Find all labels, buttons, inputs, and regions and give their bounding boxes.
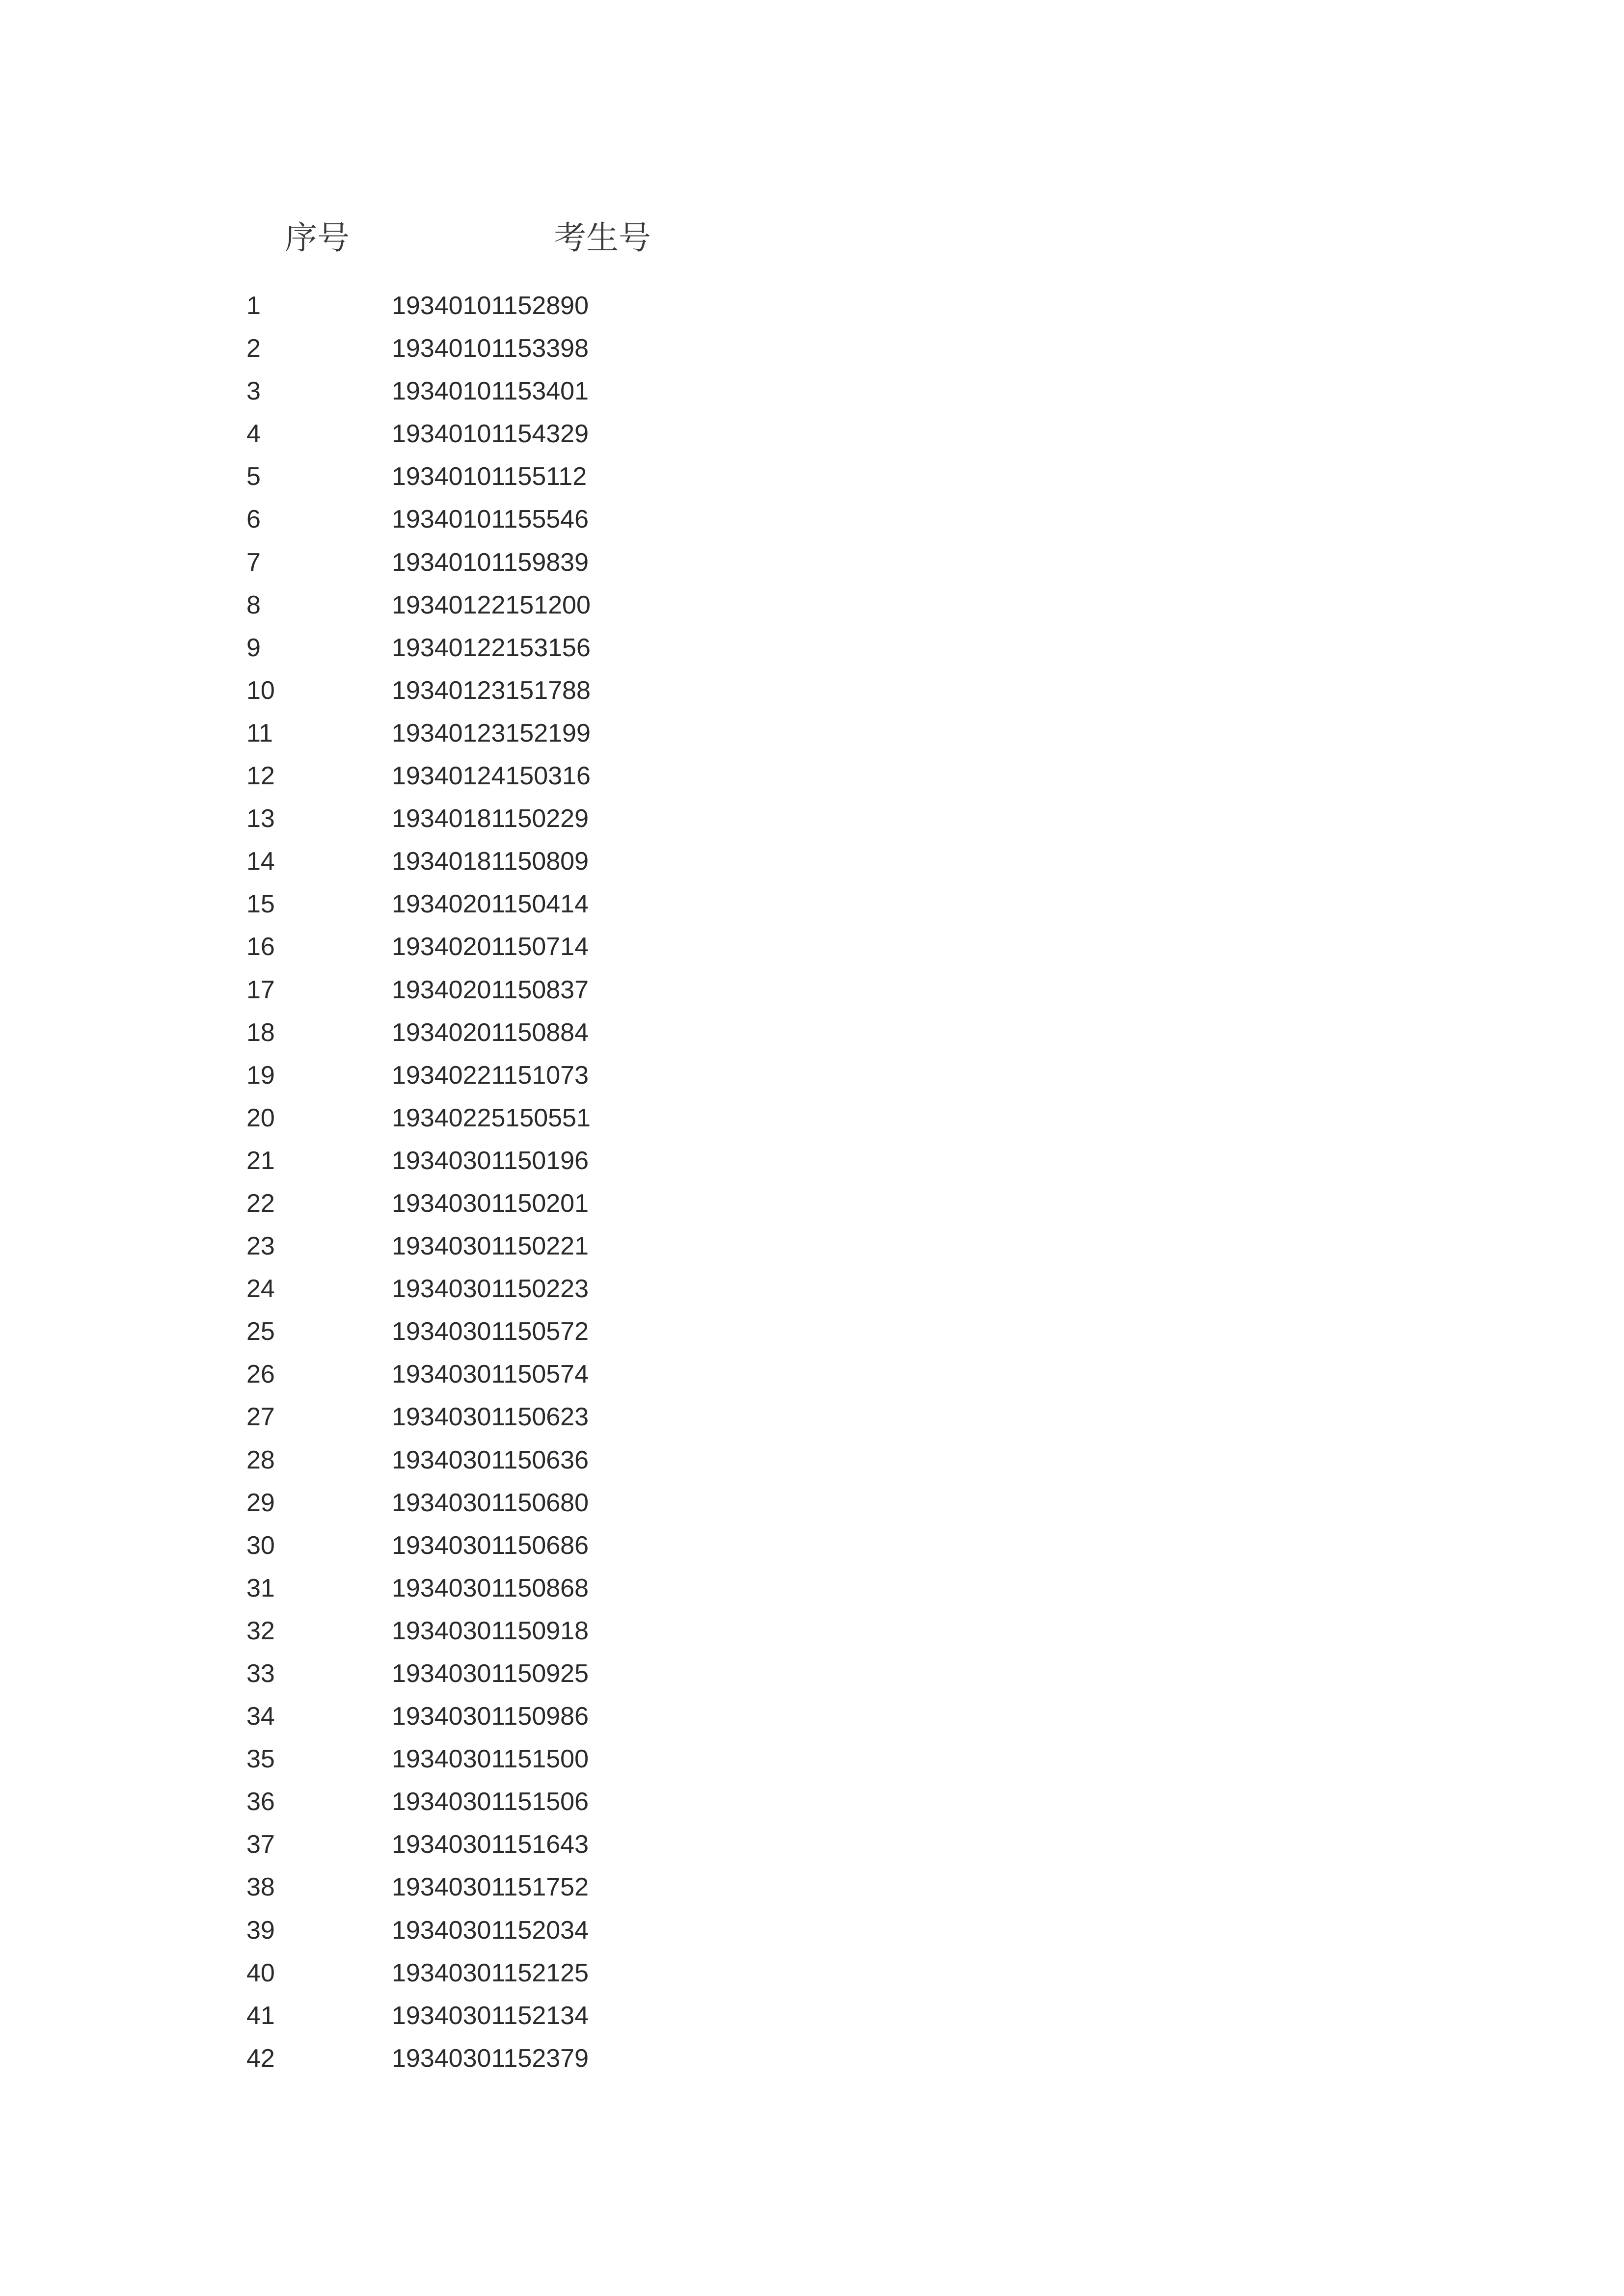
table-row — [0, 1353, 1624, 1396]
row-seq-number: 31 — [246, 1574, 275, 1602]
table-row — [0, 327, 1624, 370]
table-row — [0, 1952, 1624, 1995]
table-row — [0, 1439, 1624, 1482]
row-candidate-id: 19340301152379 — [392, 2044, 589, 2073]
table-row — [0, 926, 1624, 968]
table-row — [0, 883, 1624, 926]
row-candidate-id: 19340201150837 — [392, 975, 589, 1004]
header-seq: 序号 — [285, 219, 350, 257]
table-row — [0, 1268, 1624, 1310]
row-candidate-id: 19340301150636 — [392, 1445, 589, 1474]
row-candidate-id: 19340122151200 — [392, 590, 591, 619]
row-candidate-id: 19340301152125 — [392, 1958, 589, 1987]
row-seq-number: 7 — [246, 548, 261, 577]
row-seq-number: 35 — [246, 1745, 275, 1774]
row-seq-number: 24 — [246, 1275, 275, 1304]
table-row — [0, 1653, 1624, 1695]
row-candidate-id: 19340101154329 — [392, 420, 589, 449]
row-candidate-id: 19340301150868 — [392, 1574, 589, 1602]
row-seq-number: 32 — [246, 1616, 275, 1645]
row-candidate-id: 19340101155546 — [392, 505, 589, 534]
row-candidate-id: 19340181150809 — [392, 847, 589, 876]
row-candidate-id: 19340301150925 — [392, 1659, 589, 1688]
row-candidate-id: 19340122153156 — [392, 633, 591, 662]
row-candidate-id: 19340301151643 — [392, 1830, 589, 1859]
row-seq-number: 27 — [246, 1403, 275, 1432]
table-header — [0, 216, 1624, 260]
table-row — [0, 1781, 1624, 1823]
table-row — [0, 1909, 1624, 1952]
row-candidate-id: 19340221151073 — [392, 1061, 589, 1090]
row-candidate-id: 19340101152890 — [392, 292, 589, 320]
table-row — [0, 1866, 1624, 1909]
row-candidate-id: 19340301152134 — [392, 2001, 589, 2030]
row-seq-number: 5 — [246, 462, 261, 491]
row-seq-number: 33 — [246, 1659, 275, 1688]
row-candidate-id: 19340301150223 — [392, 1275, 589, 1304]
table-row — [0, 1995, 1624, 2037]
row-candidate-id: 19340301150986 — [392, 1702, 589, 1731]
row-seq-number: 12 — [246, 762, 275, 791]
row-candidate-id: 19340301150196 — [392, 1146, 589, 1175]
row-candidate-id: 19340301151752 — [392, 1873, 589, 1902]
row-seq-number: 28 — [246, 1445, 275, 1474]
row-seq-number: 4 — [246, 420, 261, 449]
row-seq-number: 3 — [246, 377, 261, 406]
table-row — [0, 1567, 1624, 1610]
row-candidate-id: 19340301150201 — [392, 1189, 589, 1218]
row-seq-number: 19 — [246, 1061, 275, 1090]
table-row — [0, 669, 1624, 712]
row-seq-number: 13 — [246, 804, 275, 833]
table-row — [0, 1054, 1624, 1097]
table-row — [0, 1396, 1624, 1439]
row-seq-number: 23 — [246, 1232, 275, 1261]
table-row — [0, 840, 1624, 883]
table-row — [0, 969, 1624, 1012]
header-candidate-id: 考生号 — [554, 219, 651, 257]
row-seq-number: 21 — [246, 1146, 275, 1175]
table-row — [0, 1524, 1624, 1567]
row-seq-number: 2 — [246, 334, 261, 363]
row-seq-number: 36 — [246, 1788, 275, 1816]
table-row — [0, 627, 1624, 669]
table-row — [0, 1012, 1624, 1054]
table-row — [0, 1182, 1624, 1225]
row-candidate-id: 19340201150884 — [392, 1018, 589, 1047]
row-seq-number: 25 — [246, 1317, 275, 1346]
row-seq-number: 42 — [246, 2044, 275, 2073]
row-candidate-id: 19340301150680 — [392, 1488, 589, 1517]
row-seq-number: 29 — [246, 1488, 275, 1517]
row-seq-number: 37 — [246, 1830, 275, 1859]
row-candidate-id: 19340301150572 — [392, 1317, 589, 1346]
row-candidate-id: 19340301150686 — [392, 1531, 589, 1560]
row-seq-number: 22 — [246, 1189, 275, 1218]
table-row — [0, 370, 1624, 413]
row-seq-number: 34 — [246, 1702, 275, 1731]
row-seq-number: 11 — [246, 719, 273, 748]
row-candidate-id: 19340201150414 — [392, 890, 589, 919]
table-row — [0, 1695, 1624, 1738]
row-candidate-id: 19340101159839 — [392, 548, 589, 577]
table-row — [0, 798, 1624, 840]
row-candidate-id: 19340301150623 — [392, 1403, 589, 1432]
row-candidate-id: 19340101155112 — [392, 462, 587, 491]
row-seq-number: 15 — [246, 890, 275, 919]
row-candidate-id: 19340301151506 — [392, 1788, 589, 1816]
table-row — [0, 413, 1624, 455]
table-row — [0, 1738, 1624, 1781]
row-seq-number: 41 — [246, 2001, 275, 2030]
row-candidate-id: 19340101153401 — [392, 377, 589, 406]
table-row — [0, 1610, 1624, 1653]
table-row — [0, 455, 1624, 498]
table-row — [0, 285, 1624, 327]
row-seq-number: 39 — [246, 1916, 275, 1945]
row-candidate-id: 19340101153398 — [392, 334, 589, 363]
table-row — [0, 2037, 1624, 2080]
row-seq-number: 40 — [246, 1958, 275, 1987]
row-candidate-id: 19340301151500 — [392, 1745, 589, 1774]
table-row — [0, 1482, 1624, 1524]
row-candidate-id: 19340201150714 — [392, 933, 589, 961]
row-seq-number: 8 — [246, 590, 261, 619]
row-seq-number: 1 — [246, 292, 261, 320]
table-row — [0, 541, 1624, 584]
row-candidate-id: 19340301150574 — [392, 1360, 589, 1389]
row-seq-number: 14 — [246, 847, 275, 876]
row-seq-number: 38 — [246, 1873, 275, 1902]
table-row — [0, 1225, 1624, 1268]
row-candidate-id: 19340225150551 — [392, 1103, 591, 1132]
row-candidate-id: 19340301152034 — [392, 1916, 589, 1945]
table-row — [0, 1310, 1624, 1353]
table-row — [0, 1097, 1624, 1140]
table-row — [0, 1140, 1624, 1182]
row-candidate-id: 19340123151788 — [392, 676, 591, 705]
table-row — [0, 1823, 1624, 1866]
row-candidate-id: 19340123152199 — [392, 719, 591, 748]
row-seq-number: 17 — [246, 975, 275, 1004]
table-row — [0, 712, 1624, 755]
table-row — [0, 755, 1624, 798]
row-seq-number: 9 — [246, 633, 261, 662]
row-seq-number: 30 — [246, 1531, 275, 1560]
row-candidate-id: 19340301150918 — [392, 1616, 589, 1645]
row-seq-number: 6 — [246, 505, 261, 534]
row-candidate-id: 19340181150229 — [392, 804, 589, 833]
row-seq-number: 16 — [246, 933, 275, 961]
row-seq-number: 18 — [246, 1018, 275, 1047]
row-candidate-id: 19340124150316 — [392, 762, 591, 791]
row-candidate-id: 19340301150221 — [392, 1232, 589, 1261]
row-seq-number: 10 — [246, 676, 275, 705]
row-seq-number: 26 — [246, 1360, 275, 1389]
table-row — [0, 584, 1624, 627]
table-row — [0, 498, 1624, 541]
table-body — [0, 285, 1624, 2080]
row-seq-number: 20 — [246, 1103, 275, 1132]
